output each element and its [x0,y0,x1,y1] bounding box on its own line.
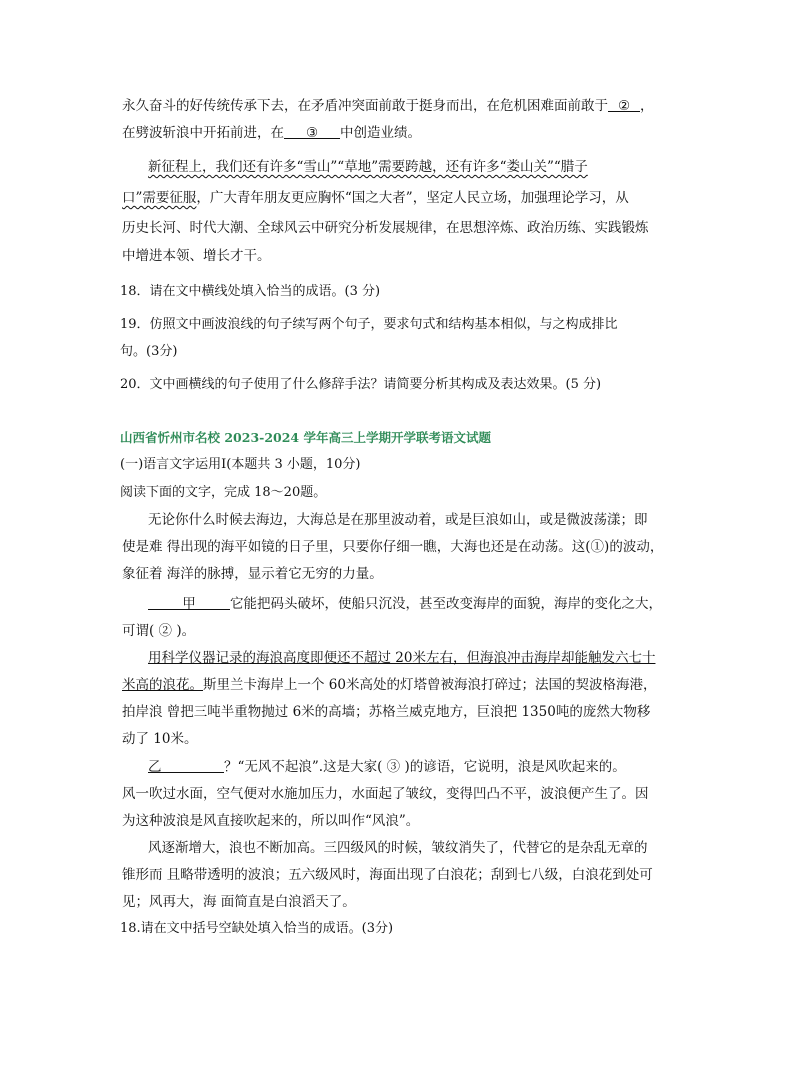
underlined-sentence: 米高的浪花。 [122,677,203,693]
question-19: 19．仿照文中画波浪线的句子续写两个句子，要求句式和结构基本相似，与之构成排比 [120,317,618,332]
text-line [122,675,656,695]
text-line: 锥形而 且略带透明的波浪；五六级风时，海面出现了白浪花；刮到七八级，白浪花到处可 [122,867,653,883]
fill-blank-jia: 甲 [148,594,230,610]
text-span: ？“无风不起浪”.这是大家( ③ )的谚语，它说明，浪是风吹起来的。 [224,759,626,775]
question-18: 18．请在文中横线处填入恰当的成语。(3 分) [120,284,381,299]
text-line: 象征着 海洋的脉搏，显示着它无穷的力量。 [122,566,383,582]
text-span: 中创造业绩。 [340,125,421,141]
wavy-underlined-sentence: 口”需要征服 [122,190,197,206]
section-instruction: 阅读下面的文字，完成 18～20题。 [120,485,327,500]
text-line: 可谓( ② )。 [122,623,196,639]
text-line: 历史长河、时代大潮、全球风云中研究分析发展规律，在思想淬炼、政治历练、实践锻炼 [122,220,649,236]
text-line [122,123,421,143]
text-span: 斯里兰卡海岸上一个 60米高处的灯塔曾被海浪打碎过；法国的契波格海港， [203,677,657,693]
text-line: 拍岸浪 曾把三吨半重物抛过 6米的高墙；苏格兰威克地方，巨浪把 1350吨的庞然大物移 [122,704,651,720]
underlined-sentence: 用科学仪器记录的海浪高度即便还不超过 20米左右，但海浪冲击海岸却能触发六七十 [148,650,656,666]
text-line [122,188,629,208]
question-18-b: 18.请在文中括号空缺处填入恰当的成语。(3分) [120,921,394,936]
text-line: 见；风再大，海 面简直是白浪滔天了。 [122,894,356,910]
wavy-underlined-sentence: 新征程上，我们还有许多“雪山”“草地”需要跨越，还有许多“娄山关”“腊子 [148,159,588,175]
text-line [148,157,588,177]
text-line [148,648,655,668]
text-line: 中增进本领、增长才干。 [122,248,271,264]
text-span: 它能把码头破坏，使船只沉没，甚至改变海岸的面貌，海岸的变化之大， [230,596,662,612]
text-span: 永久奋斗的好传统传承下去，在矛盾冲突面前敢于挺身而出，在危机困难面前敢于 [122,98,608,114]
text-line: 为这种波浪是风直接吹起来的，所以叫作“风浪”。 [122,813,420,829]
text-line: 无论你什么时候去海边，大海总是在那里波动着，或是巨浪如山，或是微波荡漾；即 [148,512,648,528]
text-span: ， [640,98,654,114]
section-subtitle: (一)语言文字运用Ⅰ(本题共 3 小题，10分) [120,457,361,472]
text-line [122,96,654,116]
fill-blank-3: ③ [284,123,340,139]
fill-blank-2: ② [608,96,640,112]
fill-blank-yi: 乙 [148,757,224,773]
section-title: 山西省忻州市名校 2023-2024 学年高三上学期开学联考语文试题 [120,430,491,445]
text-span: ，广大青年朋友更应胸怀“国之大者”，坚定人民立场，加强理论学习，从 [196,190,629,206]
text-line: 使是难 得出现的海平如镜的日子里，只要你仔细一瞧，大海也还是在动荡。这(①)的波动， [122,539,664,555]
text-span: 在劈波斩浪中开拓前进，在 [122,125,284,141]
text-line [148,757,626,777]
text-line: 风一吹过水面，空气便对水施加压力，水面起了皱纹，变得凹凸不平，波浪便产生了。因 [122,786,649,802]
text-line: 动了 10米。 [122,731,198,747]
question-19-cont: 句。(3分) [120,344,178,359]
text-line [148,594,662,614]
text-line: 风逐渐增大，浪也不断加高。三四级风的时候，皱纹消失了，代替它的是杂乱无章的 [148,840,648,856]
question-20: 20．文中画横线的句子使用了什么修辞手法？请简要分析其构成及表达效果。(5 分) [120,377,602,392]
